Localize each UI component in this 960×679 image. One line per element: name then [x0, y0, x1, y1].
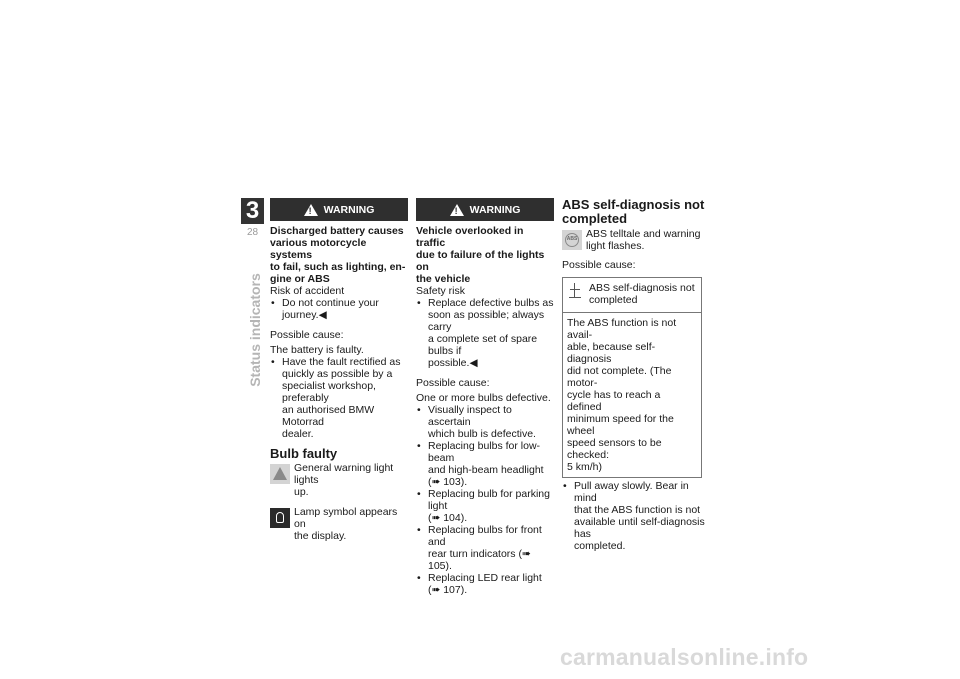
general-warning-icon — [270, 464, 290, 484]
warning-triangle-icon — [450, 204, 464, 216]
chapter-number: 3 — [241, 198, 264, 224]
indicator-row: ABS ABS telltale and warning light flashes. — [562, 228, 707, 252]
warning-label: WARNING — [469, 203, 521, 216]
warning-triangle-icon — [304, 204, 318, 216]
bullet-item: • Replacing bulb for parking light (➠ 104). — [416, 488, 554, 524]
possible-cause-label: Possible cause: — [270, 329, 344, 341]
cause-text: One or more bulbs defective. — [416, 392, 551, 404]
cause-text: The battery is faulty. — [270, 344, 364, 356]
risk-text: Safety risk — [416, 285, 466, 297]
lamp-icon — [270, 508, 290, 528]
section-heading-bulb-faulty: Bulb faulty — [270, 446, 338, 461]
info-box-title: ABS self-diagnosis not completed — [589, 282, 695, 306]
bullet-item: • Replacing LED rear light (➠ 107). — [416, 572, 554, 596]
indicator-row: Lamp symbol appears on the display. — [270, 506, 408, 542]
abs-telltale-icon: ABS — [562, 230, 582, 250]
bullet-item: • Visually inspect to ascertain which bulb is defective. — [416, 404, 554, 440]
possible-cause-label: Possible cause: — [562, 259, 636, 271]
bullet-item: • Pull away slowly. Bear in mind that the ABS function is not available until self-diagnosis has completed. — [562, 480, 707, 552]
page-number: 28 — [246, 227, 259, 238]
chapter-side-label: Status indicators — [247, 273, 263, 387]
bullet-item: • Replacing bulbs for low-beam and high-beam headlight (➠ 103). — [416, 440, 554, 488]
wrench-pictogram-icon — [567, 282, 583, 302]
risk-text: Risk of accident — [270, 285, 345, 297]
bullet-item: • Have the fault rectified as quickly as possible by a specialist workshop, preferably an authorised BMW Motorrad dealer. — [270, 356, 408, 440]
column-2 — [416, 198, 554, 596]
bullet-item: • Do not continue your journey.◀ — [270, 297, 408, 321]
watermark-text: carmanualsonline.info — [560, 644, 809, 670]
warning-title: Vehicle overlooked in traffic due to failure of the lights on the vehicle — [416, 225, 545, 285]
possible-cause-label: Possible cause: — [416, 377, 490, 389]
warning-banner — [270, 198, 408, 221]
section-heading-abs: ABS self-diagnosis not completed — [562, 197, 705, 226]
info-box-body: The ABS function is not avail- able, because self-diagnosis did not complete. (The motor- cycle has to reach a defined minimum speed for the wheel speed sensors to be checked: 5 km/h) — [567, 317, 677, 473]
warning-banner — [416, 198, 554, 221]
warning-title: Discharged battery causes various motorcycle systems to fail, such as lighting, en- gine or ABS — [270, 225, 406, 285]
bullet-item: • Replace defective bulbs as soon as possible; always carry a complete set of spare bulbs if possible.◀ — [416, 297, 554, 369]
warning-label: WARNING — [323, 203, 375, 216]
indicator-row: General warning light lights up. — [270, 462, 408, 498]
column-3 — [562, 198, 707, 552]
column-1 — [270, 198, 408, 542]
bullet-item: • Replacing bulbs for front and rear turn indicators (➠ 105). — [416, 524, 554, 572]
info-box — [562, 277, 702, 478]
